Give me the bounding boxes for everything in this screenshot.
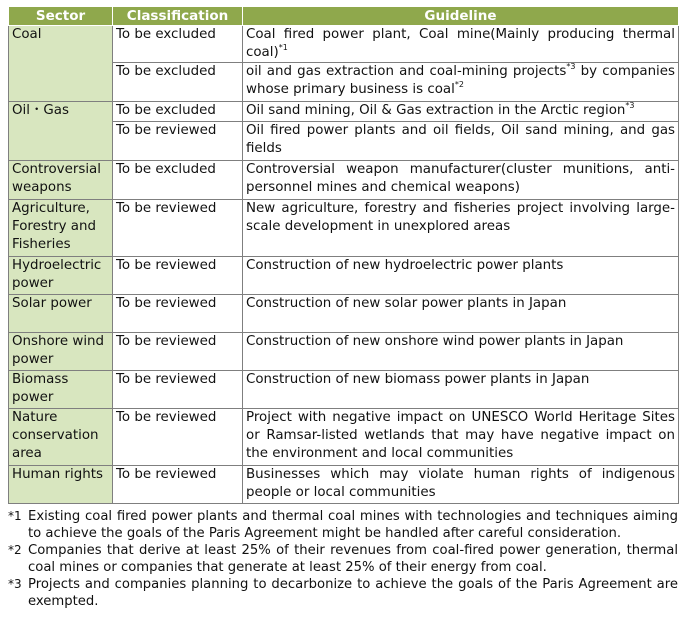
classification-cell: To be reviewed (113, 200, 243, 257)
footnote (8, 576, 678, 610)
footnote-text: Companies that derive at least 25% of their revenues from coal-fired power generation, thermal coal mines or companies that generate at least 25% of their energy from coal. (28, 543, 678, 575)
classification-cell: To be reviewed (113, 295, 243, 333)
sector-cell: Onshore wind power (9, 333, 113, 371)
classification-cell: To be reviewed (113, 257, 243, 295)
header-guideline: Guideline (243, 7, 679, 26)
footnote-ref: *3 (566, 62, 576, 71)
guideline-cell: Construction of new biomass power plants in Japan (243, 371, 679, 409)
table-row (9, 102, 679, 122)
guideline-text: Oil sand mining, Oil & Gas extraction in the Arctic region (246, 103, 626, 118)
sector-cell: Nature conservation area (9, 409, 113, 466)
guideline-text: by companies whose primary business is coal (246, 64, 675, 97)
sector-cell: Coal (9, 26, 113, 102)
guideline-cell: Oil fired power plants and oil fields, Oil sand mining, and gas fields (243, 122, 679, 161)
classification-cell: To be excluded (113, 26, 243, 63)
footnote-text: Projects and companies planning to decarbonize to achieve the goals of the Paris Agreement are exempted. (28, 577, 678, 609)
guideline-cell: Construction of new onshore wind power plants in Japan (243, 333, 679, 371)
guideline-cell (243, 63, 679, 102)
footnote-ref: *3 (625, 101, 635, 110)
table-row (9, 371, 679, 409)
sector-guideline-table (8, 6, 679, 504)
sector-cell: Biomass power (9, 371, 113, 409)
guideline-cell: Businesses which may violate human rights of indigenous people or local communities (243, 466, 679, 504)
footnote-mark: *3 (8, 577, 22, 591)
table-row (9, 333, 679, 371)
sector-cell: Controversial weapons (9, 161, 113, 200)
header-classification: Classification (113, 7, 243, 26)
table-row (9, 26, 679, 63)
classification-cell: To be reviewed (113, 409, 243, 466)
classification-cell: To be reviewed (113, 371, 243, 409)
header-sector: Sector (9, 7, 113, 26)
guideline-text: Coal fired power plant, Coal mine(Mainly producing thermal coal) (246, 27, 675, 60)
footnote-ref: *1 (278, 43, 288, 52)
footnote-text: Existing coal fired power plants and thermal coal mines with technologies and techniques aiming to achieve the goals of the Paris Agreement might be handled after careful consideration. (28, 509, 678, 541)
footnote-mark: *2 (8, 543, 22, 557)
table-row (9, 257, 679, 295)
guideline-cell: Project with negative impact on UNESCO World Heritage Sites or Ramsar-listed wetlands that may have negative impact on the environment and local communities (243, 409, 679, 466)
guideline-text: oil and gas extraction and coal-mining projects (246, 64, 567, 79)
sector-cell: Solar power (9, 295, 113, 333)
sector-cell: Oil・Gas (9, 102, 113, 161)
guideline-table-container (8, 6, 678, 610)
sector-cell: Agriculture, Forestry and Fisheries (9, 200, 113, 257)
guideline-cell: Controversial weapon manufacturer(cluster munitions, anti-personnel mines and chemical weapons) (243, 161, 679, 200)
classification-cell: To be excluded (113, 102, 243, 122)
classification-cell: To be excluded (113, 161, 243, 200)
footnote-ref: *2 (454, 80, 464, 89)
guideline-cell: New agriculture, forestry and fisheries project involving large-scale development in unexplored areas (243, 200, 679, 257)
guideline-cell: Construction of new solar power plants in Japan (243, 295, 679, 333)
guideline-cell (243, 26, 679, 63)
guideline-cell (243, 102, 679, 122)
table-row (9, 200, 679, 257)
guideline-cell: Construction of new hydroelectric power plants (243, 257, 679, 295)
classification-cell: To be reviewed (113, 466, 243, 504)
table-row (9, 295, 679, 333)
table-header-row (9, 7, 679, 26)
footnotes (8, 508, 678, 610)
table-row (9, 466, 679, 504)
classification-cell: To be excluded (113, 63, 243, 102)
table-row (9, 409, 679, 466)
footnote-mark: *1 (8, 509, 22, 523)
classification-cell: To be reviewed (113, 122, 243, 161)
sector-cell: Human rights (9, 466, 113, 504)
footnote (8, 542, 678, 576)
footnote (8, 508, 678, 542)
table-row (9, 161, 679, 200)
sector-cell: Hydroelectric power (9, 257, 113, 295)
classification-cell: To be reviewed (113, 333, 243, 371)
